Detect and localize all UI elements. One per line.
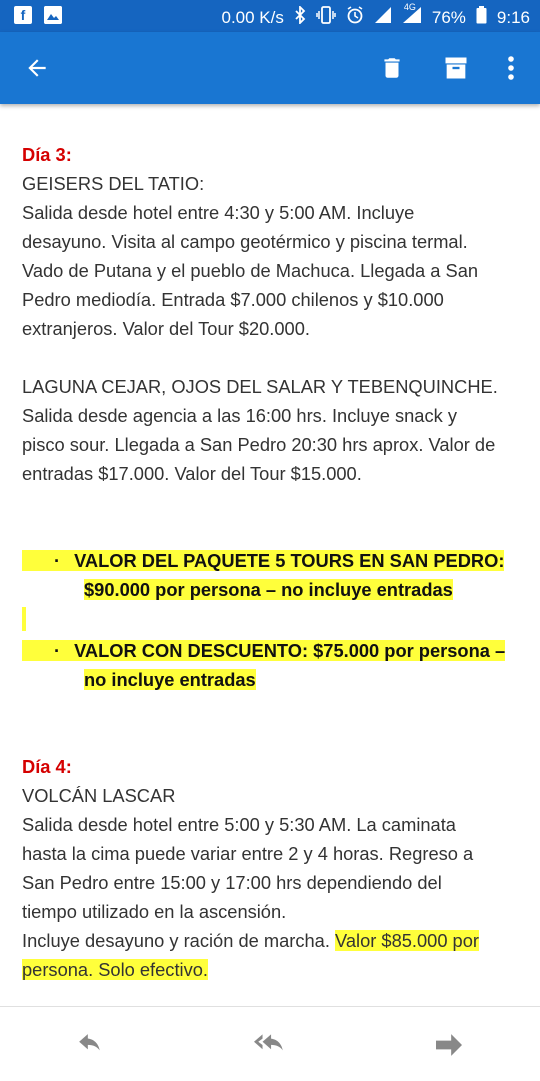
tour1-line-1: Salida desde hotel entre 4:30 y 5:00 AM. Incluye <box>22 202 415 223</box>
alarm-icon <box>346 6 364 29</box>
discount-price-line-2: no incluye entradas <box>84 669 256 690</box>
bottom-action-bar <box>0 1006 540 1081</box>
email-body <box>22 140 522 984</box>
bullet-dot: · <box>54 550 61 571</box>
tour3-line-6-highlight: persona. Solo efectivo. <box>22 959 208 980</box>
network-type: 4G <box>403 2 416 12</box>
package-price-bullet <box>22 546 522 604</box>
cell-signal-icon <box>402 2 422 29</box>
forward-icon <box>436 1034 462 1056</box>
tour3-line-5-highlight: Valor $85.000 por <box>335 930 479 951</box>
reply-all-icon <box>254 1034 286 1056</box>
status-bar <box>0 0 540 32</box>
tour2-line-1: Salida desde agencia a las 16:00 hrs. Incluye snack y <box>22 405 457 426</box>
tour3-title: VOLCÁN LASCAR <box>22 785 176 806</box>
delete-button[interactable] <box>368 44 416 92</box>
tour2-line-3: entradas $17.000. Valor del Tour $15.000. <box>22 463 362 484</box>
forward-button[interactable] <box>424 1027 474 1063</box>
discount-price-bullet <box>22 636 522 694</box>
archive-button[interactable] <box>432 44 480 92</box>
tour3-line-5-plain: Incluye desayuno y ración de marcha. <box>22 930 335 951</box>
highlight-marker <box>22 607 26 631</box>
discount-price-line-1: VALOR CON DESCUENTO: $75.000 por persona – <box>74 640 506 661</box>
trash-icon <box>379 54 405 82</box>
more-options-button[interactable] <box>487 44 535 92</box>
arrow-left-icon <box>24 55 50 81</box>
tour1-title: GEISERS DEL TATIO: <box>22 173 205 194</box>
bullet-dot-2: · <box>54 640 61 661</box>
bluetooth-icon <box>294 6 306 29</box>
gallery-icon <box>44 6 62 24</box>
clock: 9:16 <box>496 7 530 27</box>
tour1-line-5: extranjeros. Valor del Tour $20.000. <box>22 318 310 339</box>
wifi-signal-icon <box>374 6 392 29</box>
tour2-title: LAGUNA CEJAR, OJOS DEL SALAR Y TEBENQUINCHE. <box>22 376 498 397</box>
app-bar <box>0 32 540 104</box>
more-vert-icon <box>507 55 515 81</box>
back-button[interactable] <box>13 44 61 92</box>
tour2-line-2: pisco sour. Llegada a San Pedro 20:30 hrs aprox. Valor de <box>22 434 496 455</box>
facebook-icon: f <box>14 6 32 24</box>
reply-icon <box>77 1034 103 1056</box>
package-price-line-2: $90.000 por persona – no incluye entradas <box>84 579 453 600</box>
reply-button[interactable] <box>65 1027 115 1063</box>
day4-heading: Día 4: <box>22 756 72 777</box>
vibrate-icon <box>316 6 336 29</box>
reply-all-button[interactable] <box>245 1027 295 1063</box>
tour1-line-4: Pedro mediodía. Entrada $7.000 chilenos y $10.000 <box>22 289 444 310</box>
tour3-line-1: Salida desde hotel entre 5:00 y 5:30 AM. La caminata <box>22 814 456 835</box>
package-price-line-1: VALOR DEL PAQUETE 5 TOURS EN SAN PEDRO: <box>74 550 505 571</box>
tour1-line-2: desayuno. Visita al campo geotérmico y piscina termal. <box>22 231 468 252</box>
day3-heading: Día 3: <box>22 144 72 165</box>
tour3-line-2: hasta la cima puede variar entre 2 y 4 horas. Regreso a <box>22 843 474 864</box>
tour3-line-3: San Pedro entre 15:00 y 17:00 hrs dependiendo del <box>22 872 442 893</box>
battery-icon <box>476 6 487 29</box>
archive-icon <box>442 54 470 82</box>
tour3-line-4: tiempo utilizado en la ascensión. <box>22 901 287 922</box>
battery-percent: 76% <box>431 7 466 27</box>
network-speed: 0.00 K/s <box>221 7 284 27</box>
tour1-line-3: Vado de Putana y el pueblo de Machuca. Llegada a San <box>22 260 479 281</box>
